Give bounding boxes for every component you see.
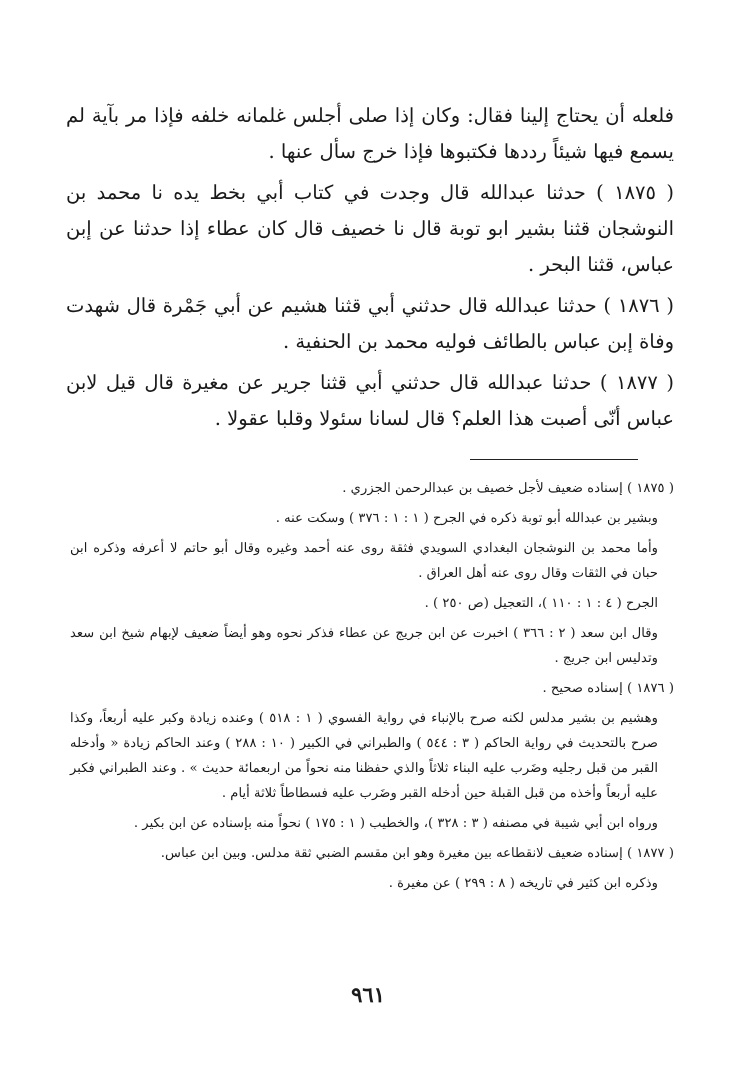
main-paragraph: فلعله أن يحتاج إلينا فقال: وكان إذا صلى أجلس غلمانه خلفه فإذا مر بآية لم يسمع فيها شيئاً رددها فكتبوها فإذا خرج سأل عنها . [66, 104, 674, 163]
page-number: ٩٦١ [351, 982, 385, 1007]
footnotes-block [70, 476, 674, 901]
footnote-paragraph: وقال ابن سعد ( ٢ : ٣٦٦ ) اخبرت عن ابن جريج عن عطاء فذكر نحوه وهو أيضاً ضعيف لإبهام شيخ ابن سعد وتدليس ابن جريج . [70, 626, 658, 666]
footnote-paragraph: وذكره ابن كثير في تاريخه ( ٨ : ٢٩٩ ) عن مغيرة . [388, 876, 658, 891]
main-paragraph: ( ١٨٧٦ ) حدثنا عبدالله قال حدثني أبي قثنا هشيم عن أبي جَمْرة قال شهدت وفاة إبن عباس بالطائف فوليه محمد بن الحنفية . [66, 294, 674, 353]
footnote-paragraph: وهشيم بن بشير مدلس لكنه صرح بالإنباء في رواية الفسوي ( ١ : ٥١٨ ) وعنده زيادة وكبر عليه أربعاً، وكذا صرح بالتحديث في رواية الحاكم ( ٣ : ٥٤٤ ) والطبراني في الكبير ( ١٠ : ٢٨٨ ) وعند الحاكم زيادة « وأدخله القبر من قبل رجليه وضَرب عليه البناء ثلاثاً والذي حفظنا منه نحواً من اربعمائة حديث » . وعند الطبراني فكبر عليه أربعاً وأخذه من قبل القبلة حين أدخله القبر وضَرب عليه فسطاطاً ثلاثة أيام . [70, 711, 659, 801]
main-text-block [66, 98, 674, 442]
footnote-paragraph: ورواه ابن أبي شيبة في مصنفه ( ٣ : ٣٢٨ )، والخطيب ( ١ : ١٧٥ ) نحواً منه بإسناده عن ابن بكير . [133, 816, 658, 831]
footnote-separator [470, 459, 638, 460]
footnote-paragraph: وأما محمد بن النوشجان البغدادي السويدي فثقة روى عنه أحمد وغيره وقال أبو حاتم لا أعرفه وذكره ابن حبان في الثقات وقال روى عنه أهل العراق . [70, 541, 658, 581]
footnote-paragraph: ( ١٨٧٥ ) إسناده ضعيف لأجل خصيف بن عبدالرحمن الجزري . [342, 481, 674, 496]
footnote-paragraph: وبشير بن عبدالله أبو توبة ذكره في الجرح ( ١ : ١ : ٣٧٦ ) وسكت عنه . [275, 511, 658, 526]
main-paragraph: ( ١٨٧٧ ) حدثنا عبدالله قال حدثني أبي قثنا جرير عن مغيرة قال قيل لابن عباس أنّى أصبت هذا العلم؟ قال لسانا سئولا وقلبا عقولا . [66, 371, 674, 430]
footnote-paragraph: ( ١٨٧٧ ) إسناده ضعيف لانقطاعه بين مغيرة وهو ابن مقسم الضبي ثقة مدلس. وبين ابن عباس. [160, 846, 674, 861]
main-paragraph: ( ١٨٧٥ ) حدثنا عبدالله قال وجدت في كتاب أبي بخط يده نا محمد بن النوشجان قثنا بشير ابو توبة قال نا خصيف قال كان عطاء إذا حدثنا عن إبن عباس، قثنا البحر . [66, 181, 674, 276]
footnote-paragraph: الجرح ( ٤ : ١ : ١١٠ )، التعجيل (ص ٢٥٠ ) . [424, 596, 658, 611]
footnote-paragraph: ( ١٨٧٦ ) إسناده صحيح . [542, 681, 674, 696]
